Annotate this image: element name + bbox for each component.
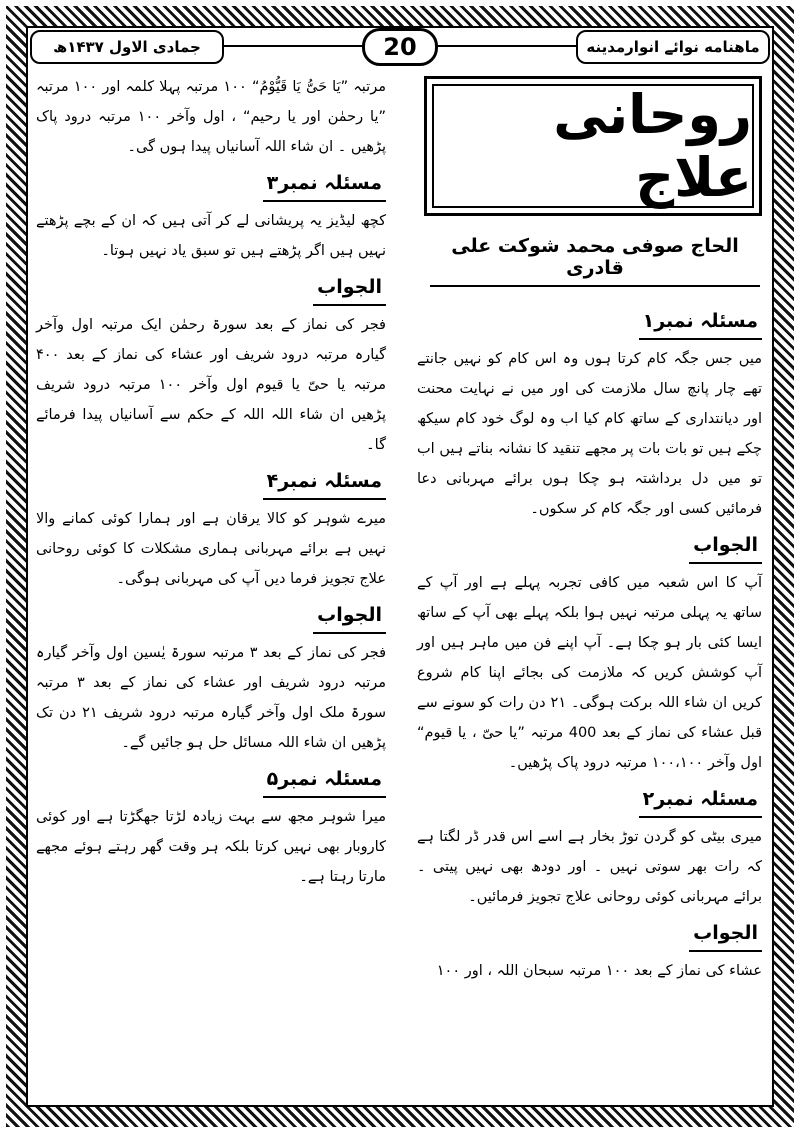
section-heading: مسئلہ نمبر۵ xyxy=(263,762,386,798)
article-title: روحانی علاج xyxy=(553,83,752,209)
section-heading: مسئلہ نمبر۲ xyxy=(639,782,762,818)
section-heading: الجواب xyxy=(689,528,762,564)
section-text: فجر کی نماز کے بعد ۳ مرتبہ سورۃ یٰسین اول وآخر گیارہ مرتبہ درود شریف اور عشاء کی نماز کے بعد ۳ مرتبہ سورۃ ملک اول وآخر گیارہ مرتبہ درود شریف ۲۱ دن تک پڑھیں ان شاء اللہ مسائل حل ہو جائیں گے۔ xyxy=(36,645,386,751)
section-heading: مسئلہ نمبر۴ xyxy=(263,464,386,500)
section-text: میرے شوہر کو کالا یرقان ہے اور ہمارا کوئی کمانے والا نہیں ہے برائے مہربانی ہماری مشکلات کا کوئی روحانی علاج تجویز فرما دیں آپ کی مہربانی ہوگی۔ xyxy=(36,511,386,587)
magazine-name: ماهنامه نوائے انوارمدینه xyxy=(576,30,770,64)
page-number: 20 xyxy=(362,28,438,66)
section-text: میری بیٹی کو گردن توڑ بخار ہے اسے اس قدر ڈر لگتا ہے کہ رات بھر سوتی نہیں ۔ اور دودھ بھی نہیں پیتی ۔ برائے مہربانی کوئی روحانی علاج تجویز فرمائیں۔ xyxy=(417,829,762,905)
section-text: مرتبہ ”یَا حَیُّ یَا قَیُّوْمُ“ ۱۰۰ مرتبہ پہلا کلمہ اور ۱۰۰ مرتبہ ”یا رحمٰن اور یا رحیم“ ، اول وآخر ۱۰۰ مرتبہ درود پاک پڑھیں ۔ ان شاء اللہ آسانیاں پیدا ہوں گی۔ xyxy=(36,79,386,155)
section-heading: مسئلہ نمبر۳ xyxy=(263,166,386,202)
section-heading: الجواب xyxy=(313,598,386,634)
header-rule-right xyxy=(438,45,578,47)
section-text: کچھ لیڈیز یہ پریشانی لے کر آتی ہیں کہ ان کے بچے پڑھتے نہیں ہیں اگر پڑھتے ہیں تو سبق یاد نہیں ہوتا۔ xyxy=(36,213,386,259)
section-text: میں جس جگہ کام کرتا ہوں وہ اس کام کو نہیں جانتے تھے چار پانچ سال ملازمت کی اور میں نے نہایت محنت اور دیانتداری کے ساتھ کام کیا اب وہ لوگ خود کام سیکھ چکے ہیں تو بات بات پر مجھے تنقید کا نشانہ بناتے ہیں اب تو میں دل برداشتہ ہو چکا ہوں برائے مہربانی دعا فرمائیں کسی اور جگہ کام کر سکوں۔ xyxy=(417,351,762,517)
header-rule-left xyxy=(222,45,362,47)
left-column xyxy=(36,72,386,892)
article-author: الحاج صوفی محمد شوکت علی قادری xyxy=(430,235,760,287)
section-text: عشاء کی نماز کے بعد ۱۰۰ مرتبہ سبحان اللہ ، اور ۱۰۰ xyxy=(436,963,762,979)
article-title-box xyxy=(424,76,762,216)
page-header xyxy=(30,30,770,62)
section-text: فجر کی نماز کے بعد سورۃ رحمٰن ایک مرتبہ اول وآخر گیارہ مرتبہ درود شریف اور عشاء کی نماز کے بعد ۴۰۰ مرتبہ یا حیّ یا قیوم اول وآخر ۱۰۰ مرتبہ درود شریف پڑھیں ان شاء اللہ اللہ کے حکم سے آسانیاں پیدا فرمائے گا۔ xyxy=(36,317,386,453)
right-column xyxy=(417,300,762,986)
section-heading: مسئلہ نمبر۱ xyxy=(639,304,762,340)
section-heading: الجواب xyxy=(689,916,762,952)
issue-date: جمادی الاول ۱۴۳۷ھ xyxy=(30,30,224,64)
section-heading: الجواب xyxy=(313,270,386,306)
section-text: آپ کا اس شعبہ میں کافی تجربہ پہلے ہے اور آپ کے ساتھ یہ پہلی مرتبہ نہیں ہوا بلکہ پہلے بھی آپ کے ساتھ ایسا کئی بار ہو چکا ہے۔ آپ اپنے فن میں ماہر ہیں اور آپ کوشش کریں کہ ملازمت کی بجائے اپنا کام شروع کریں ان شاء اللہ برکت ہوگی۔ ۲۱ دن رات کو سونے سے قبل عشاء کی نماز کے بعد 400 مرتبہ ”یا حیّ ، یا قیوم“ اول وآخر ۱۰۰،۱۰۰ مرتبہ درود پاک پڑھیں۔ xyxy=(417,575,763,771)
section-text: میرا شوہر مجھ سے بہت زیادہ لڑتا جھگڑتا ہے اور کوئی کاروبار بھی نہیں کرتا بلکہ ہر وقت گھر رہتے ہوئے مجھے مارتا رہتا ہے۔ xyxy=(36,809,386,885)
